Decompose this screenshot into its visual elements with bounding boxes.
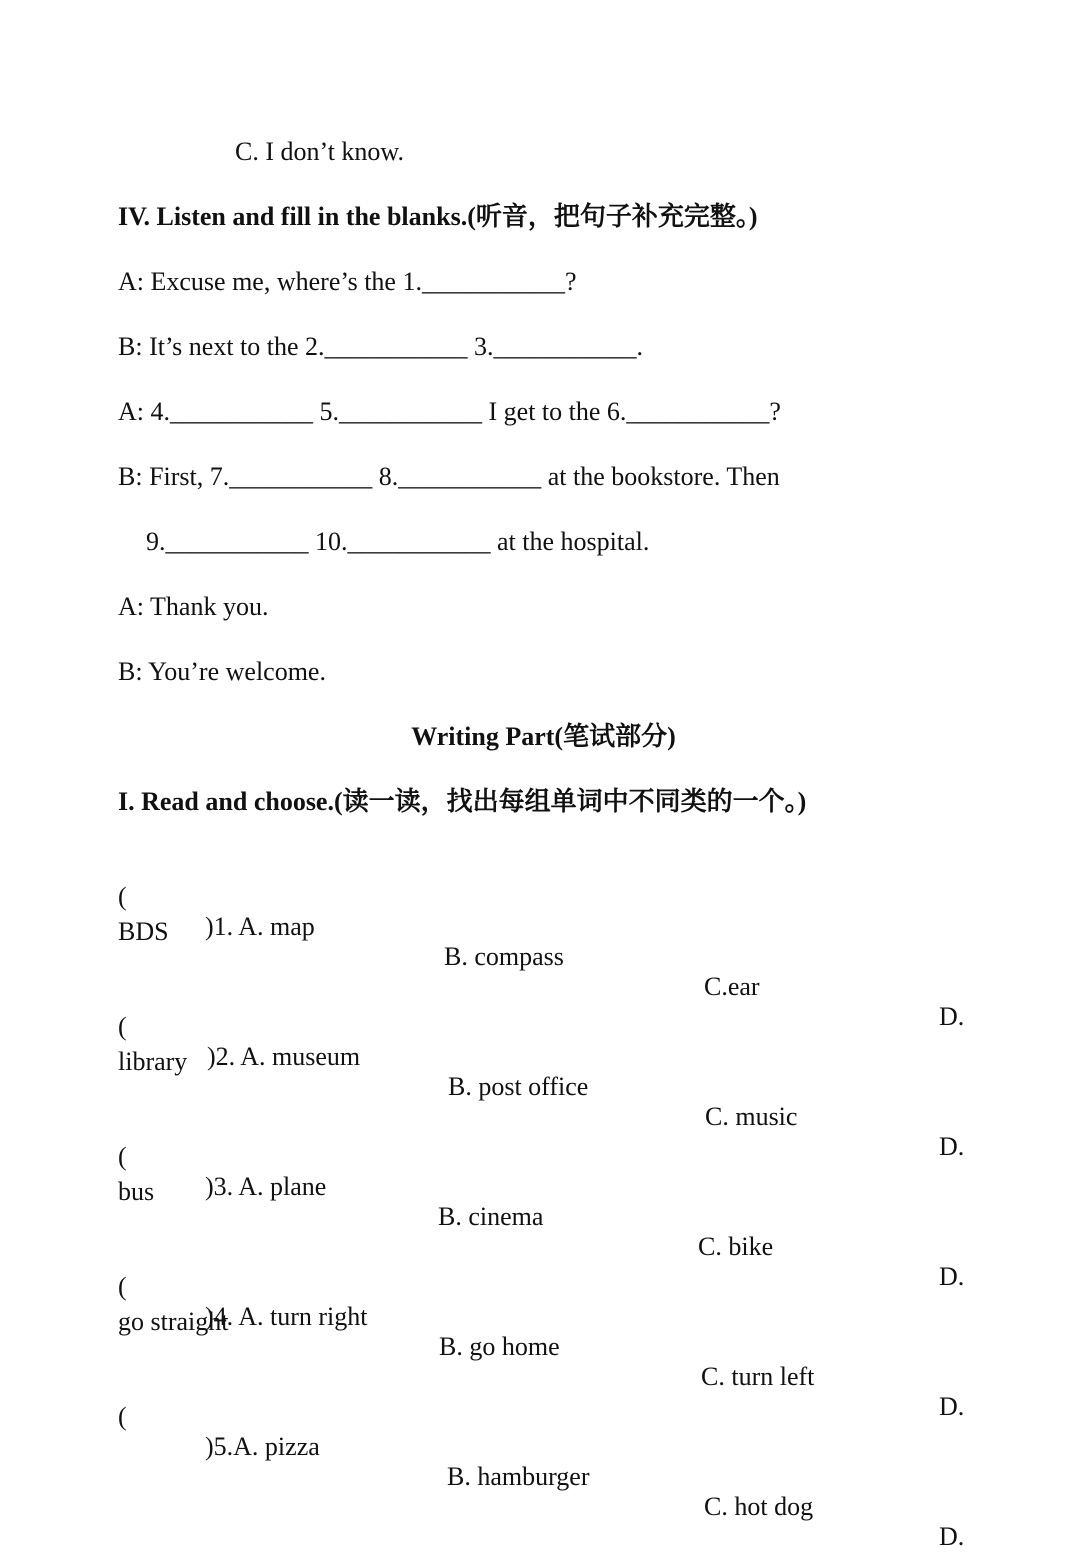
answer-paren: ( <box>118 882 127 911</box>
option-d-text: bus <box>118 1177 155 1206</box>
option-c: C. bike <box>698 1232 774 1261</box>
option-b: B. hamburger <box>447 1462 590 1491</box>
option-d-text: go straight <box>118 1307 229 1336</box>
section-4-title: IV. Listen and fill in the blanks.(听音，把句子补充完整。) <box>118 202 758 231</box>
option-b: B. post office <box>448 1072 589 1101</box>
option-b: B. compass <box>444 942 564 971</box>
option-d-text: library <box>118 1047 188 1076</box>
option-a: )3. A. plane <box>205 1172 327 1201</box>
dialogue-line-7: B: You’re welcome. <box>118 657 326 686</box>
dialogue-line-1: A: Excuse me, where’s the 1.___________? <box>118 267 577 296</box>
dialogue-line-2: B: It’s next to the 2.___________ 3.___________. <box>118 332 644 361</box>
option-d: D. <box>939 1522 965 1551</box>
option-d: D. <box>939 1262 965 1291</box>
question-row <box>0 1372 1087 1552</box>
option-c: C. hot dog <box>704 1492 814 1521</box>
option-c: C. I don’t know. <box>235 137 404 166</box>
option-a: )4. A. turn right <box>205 1302 368 1331</box>
writing-part-title: Writing Part(笔试部分) <box>411 722 676 751</box>
answer-paren: ( <box>118 1402 127 1431</box>
answer-paren: ( <box>118 1012 127 1041</box>
option-a: )5.A. pizza <box>205 1432 320 1461</box>
option-a: )2. A. museum <box>207 1042 361 1071</box>
option-c: C. music <box>705 1102 798 1131</box>
option-d: D. <box>939 1132 965 1161</box>
dialogue-line-5: 9.___________ 10.___________ at the hospital. <box>146 527 650 556</box>
dialogue-line-3: A: 4.___________ 5.___________ I get to the 6.___________? <box>118 397 781 426</box>
option-c: C. turn left <box>701 1362 815 1391</box>
dialogue-line-4: B: First, 7.___________ 8.___________ at the bookstore. Then <box>118 462 780 491</box>
option-d-text: BDS <box>118 917 169 946</box>
option-d: D. <box>939 1392 965 1421</box>
option-c: C.ear <box>704 972 760 1001</box>
dialogue-line-6: A: Thank you. <box>118 592 269 621</box>
section-1-title: I. Read and choose.(读一读，找出每组单词中不同类的一个。) <box>118 787 807 816</box>
option-d: D. <box>939 1002 965 1031</box>
answer-paren: ( <box>118 1142 127 1171</box>
answer-paren: ( <box>118 1272 127 1301</box>
option-b: B. cinema <box>438 1202 544 1231</box>
option-b: B. go home <box>439 1332 560 1361</box>
option-a: )1. A. map <box>205 912 315 941</box>
